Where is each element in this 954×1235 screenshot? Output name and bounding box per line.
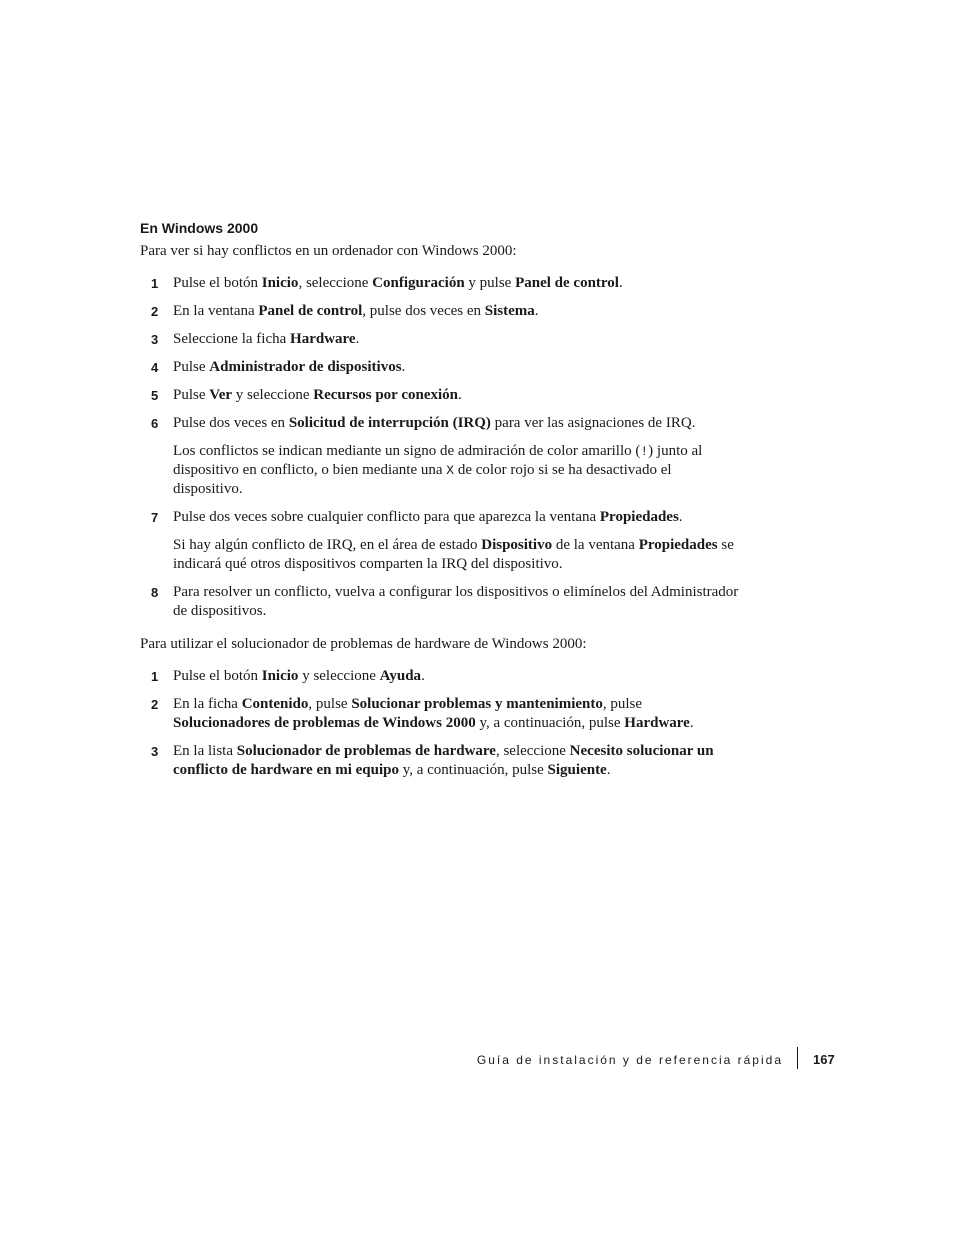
step-text: . (458, 387, 462, 403)
list-step (140, 667, 740, 686)
step-text: En la ventana (173, 303, 259, 319)
ui-term: Necesito solucionar un conflicto de hardware en mi equipo (173, 743, 714, 778)
step-text: de color rojo si se ha desactivado el dispositivo. (173, 462, 672, 497)
step-text: y, a continuación, pulse (398, 762, 548, 778)
ui-term: Solucionadores de problemas de Windows 2000 (173, 715, 476, 731)
ui-term: Administrador de dispositivos (209, 359, 402, 375)
intro-paragraph: Para ver si hay conflictos en un ordenador con Windows 2000: (140, 243, 517, 259)
step-text: ) junto al dispositivo en conflicto, o bien mediante una (173, 443, 703, 478)
troubleshooter-intro: Para utilizar el solucionador de problemas de hardware de Windows 2000: (140, 636, 587, 652)
step-text: Pulse (173, 387, 210, 403)
step-text: Pulse el botón (173, 275, 262, 291)
footer-title: Guía de instalación y de referencia rápida (476, 1053, 783, 1067)
ui-term: Inicio (261, 275, 299, 291)
ui-term: Propiedades (638, 537, 718, 553)
step-number: 7 (151, 510, 159, 525)
step-text: . (421, 668, 425, 684)
step-number: 6 (151, 416, 159, 431)
step-note (140, 536, 740, 574)
list-step (140, 742, 740, 780)
step-text: . (618, 275, 623, 291)
step-text: En la ficha (173, 696, 242, 712)
step-text: , pulse (308, 696, 352, 712)
ui-term: Panel de control (515, 275, 619, 291)
ui-term: Siguiente (547, 762, 607, 778)
symbol-glyph: X (446, 463, 455, 478)
ui-term: Panel de control (258, 303, 363, 319)
step-number: 2 (151, 697, 159, 712)
page-content (140, 218, 740, 794)
list-step (140, 386, 740, 405)
step-text: Pulse (173, 359, 210, 375)
ui-term: Sistema (484, 303, 535, 319)
step-text: Los conflictos se indican mediante un signo de admiración de color amarillo ( (173, 443, 641, 459)
step-text: . (689, 715, 694, 731)
ui-term: Inicio (261, 668, 299, 684)
step-text: Si hay algún conflicto de IRQ, en el área de estado (173, 537, 482, 553)
ui-term: Solucionar problemas y mantenimiento (351, 696, 603, 712)
ui-term: Hardware (624, 715, 690, 731)
step-number: 4 (151, 360, 159, 375)
step-text: En la lista (173, 743, 237, 759)
step-text: y seleccione (232, 387, 314, 403)
step-text: . (355, 331, 360, 347)
step-number: 3 (151, 744, 159, 759)
conflict-check-steps (140, 274, 740, 621)
ui-term: Solicitud de interrupción (IRQ) (288, 415, 491, 431)
step-text: Pulse dos veces en (173, 415, 289, 431)
step-text: , seleccione (495, 743, 570, 759)
ui-term: Configuración (372, 275, 465, 291)
step-text: . (534, 303, 539, 319)
step-number: 8 (151, 585, 159, 600)
step-text: . (678, 509, 683, 525)
ui-term: Recursos por conexión (313, 387, 458, 403)
step-text: para ver las asignaciones de IRQ. (490, 415, 696, 431)
step-text: . (606, 762, 611, 778)
step-number: 5 (151, 388, 159, 403)
ui-term: Dispositivo (481, 537, 553, 553)
ui-term: Propiedades (599, 509, 679, 525)
step-text: y, a continuación, pulse (475, 715, 625, 731)
symbol-glyph: ! (640, 444, 649, 459)
step-text: y pulse (464, 275, 516, 291)
list-step (140, 274, 740, 293)
step-text: Seleccione la ficha (173, 331, 291, 347)
footer-divider (797, 1047, 798, 1069)
ui-term: Hardware (290, 331, 356, 347)
step-number: 1 (151, 276, 159, 291)
step-text: Pulse dos veces sobre cualquier conflicto para que aparezca la ventana (173, 509, 600, 525)
ui-term: Solucionador de problemas de hardware (236, 743, 496, 759)
step-text: de la ventana (552, 537, 639, 553)
page-number: 167 (813, 1052, 835, 1067)
step-text: , pulse (602, 696, 643, 712)
step-number: 3 (151, 332, 159, 347)
step-text: Pulse el botón (173, 668, 262, 684)
ui-term: Ayuda (379, 668, 422, 684)
page-footer (0, 1047, 954, 1071)
list-step (140, 695, 740, 733)
step-text: se indicará qué otros dispositivos comparten la IRQ del dispositivo. (173, 537, 734, 572)
list-step (140, 583, 740, 621)
step-text: , pulse dos veces en (362, 303, 485, 319)
list-step (140, 302, 740, 321)
step-text: Para resolver un conflicto, vuelva a configurar los dispositivos o elimínelos del Administrador de dispositivos. (173, 584, 739, 619)
list-step (140, 508, 740, 527)
step-note (140, 442, 740, 499)
section-heading: En Windows 2000 (140, 220, 259, 236)
list-step (140, 414, 740, 433)
step-number: 1 (151, 669, 159, 684)
ui-term: Contenido (241, 696, 309, 712)
troubleshooter-steps (140, 667, 740, 780)
step-number: 2 (151, 304, 159, 319)
step-text: , seleccione (298, 275, 373, 291)
list-step (140, 358, 740, 377)
ui-term: Ver (209, 387, 233, 403)
step-text: . (401, 359, 406, 375)
step-text: y seleccione (298, 668, 380, 684)
list-step (140, 330, 740, 349)
